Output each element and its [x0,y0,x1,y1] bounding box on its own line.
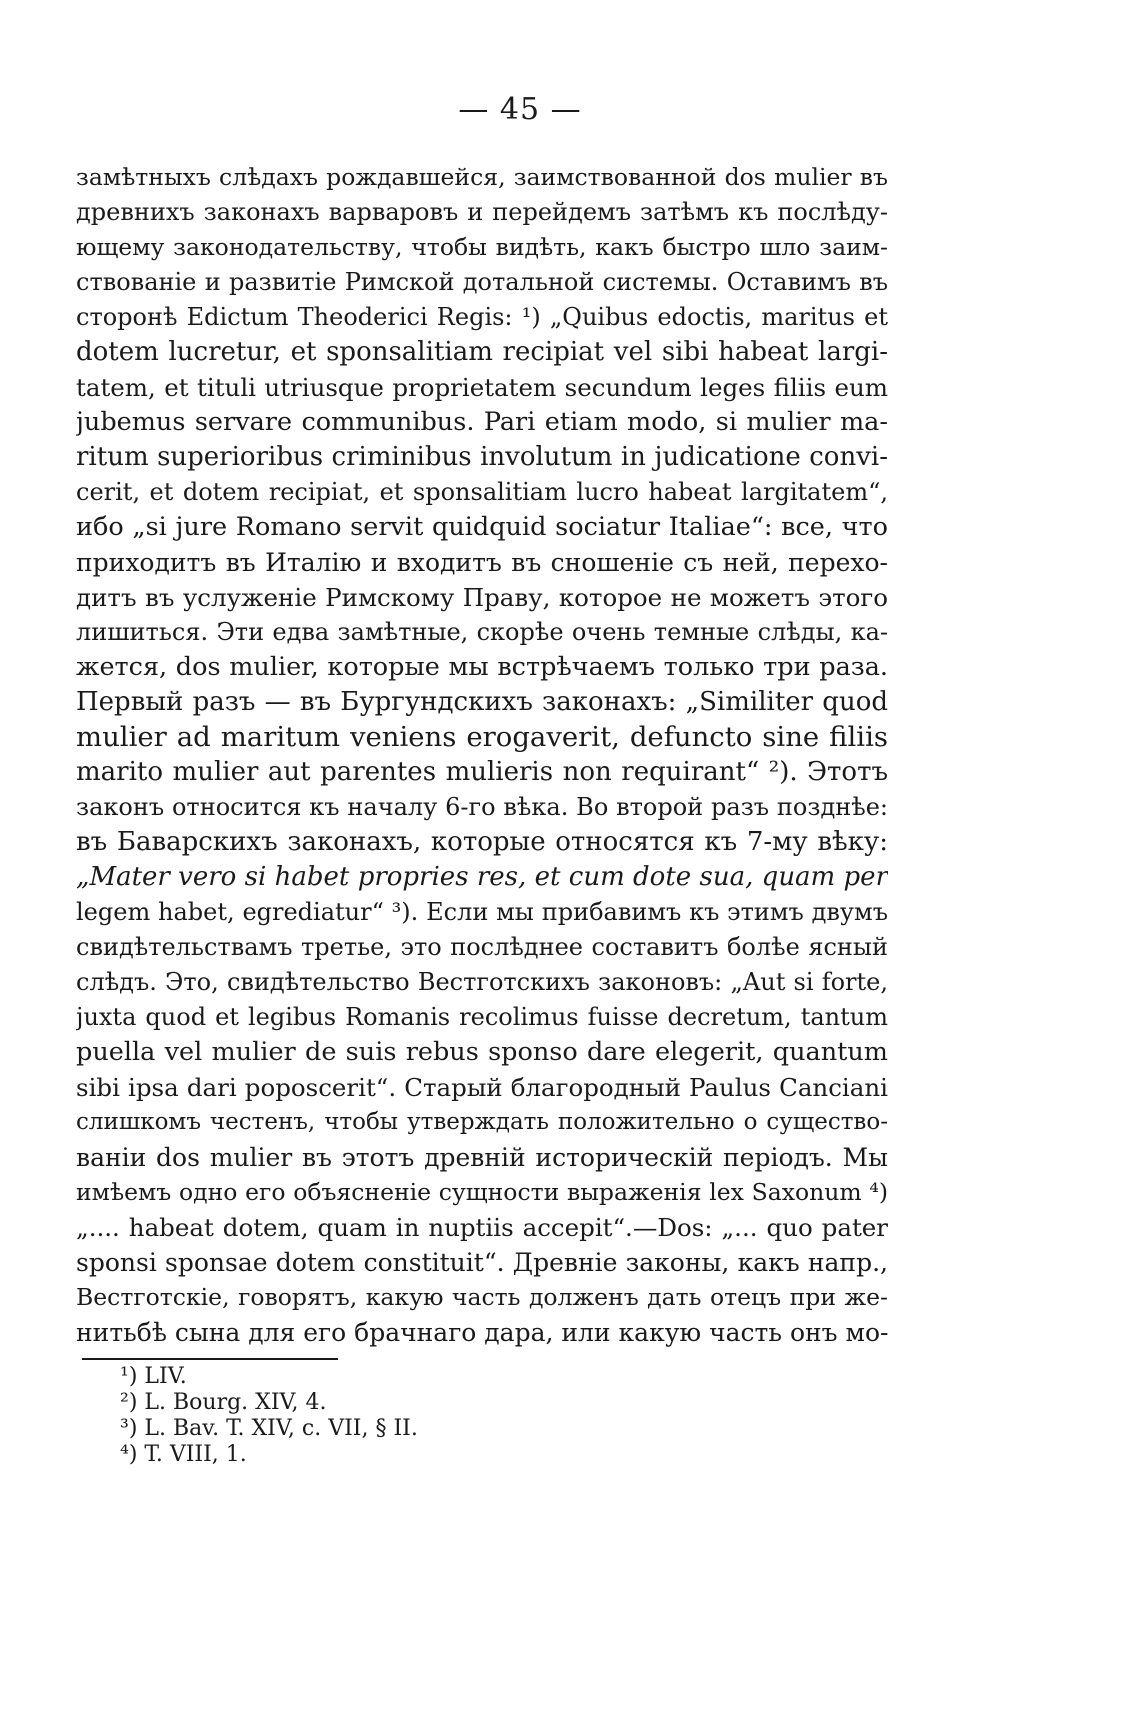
text-line: законъ относится къ началу 6-го вѣка. Во второй разъ позднѣе: [76,793,888,821]
text-line: слѣдъ. Это, свидѣтельство Вестготскихъ законовъ: „Aut si forte, [76,968,888,996]
footnote-divider [82,1358,338,1360]
text-line: ствованіе и развитіе Римской дотальной системы. Оставимъ въ [76,268,888,296]
text-line: свидѣтельствамъ третье, это послѣднее составитъ болѣе ясный [76,933,888,961]
text-line-quotation: marito mulier aut parentes mulieris non requirant“ ²). Этотъ [76,757,888,787]
text-line: слишкомъ честенъ, чтобы утверждать положительно о существо- [76,1109,888,1135]
text-line: дитъ въ услуженіе Римскому Праву, которое не можетъ этого [76,583,888,612]
text-line: древнихъ законахъ варваровъ и перейдемъ затѣмъ къ послѣду- [76,198,888,226]
text-line: ваніи dos mulier въ этотъ древній историческій періодъ. Мы [76,1143,888,1172]
text-line: нитьбѣ сына для его брачнаго дара, или какую часть онъ мо- [76,1318,888,1347]
text-line-quotation: mulier ad maritum veniens erogaverit, defuncto sine filiis [76,721,888,753]
text-line: sibi ipsa dari poposcerit“. Старый благородный Paulus Canciani [76,1073,888,1102]
text-line: cerit, et dotem recipiat, et sponsalitiam lucro habeat largitatem“, [76,478,888,506]
footnotes [120,1364,720,1468]
text-line: замѣтныхъ слѣдахъ рождавшейся, заимствованной dos mulier въ [76,163,888,191]
text-line: ибо „si jure Romano servit quidquid sociatur Italiae“: все, что [76,512,888,542]
text-line: ющему законодательству, чтобы видѣть, какъ быстро шло заим- [76,233,888,261]
footnote-3: ³) L. Bav. T. XIV, c. VII, § II. [120,1416,418,1441]
text-line: „.... habeat dotem, quam in nuptiis accepit“.—Dos: „... quo pater [76,1213,888,1242]
text-line: Первый разъ — въ Бургундскихъ законахъ: „Similiter quod [76,687,888,717]
footnote-4: ⁴) T. VIII, 1. [120,1442,247,1467]
text-line: juxta quod et legibus Romanis recolimus fuisse decretum, tantum [76,1003,888,1031]
text-line: въ Баварскихъ законахъ, которые относятся къ 7-му вѣку: [76,827,888,857]
text-line: tatem, et tituli utriusque proprietatem secundum leges filiis eum [76,373,888,402]
text-line-italic: „Mater vero si habet propries res, et cum dote sua, quam per [76,862,888,892]
body-text [76,160,888,1350]
text-line: jubemus servare communibus. Pari etiam modo, si mulier ma- [76,407,888,437]
text-line: имѣемъ одно его объясненіе сущности выраженія lex Saxonum ⁴) [76,1178,888,1206]
footnote-1: ¹) LIV. [120,1364,187,1389]
page-number: — 45 — [458,92,582,127]
text-line: лишиться. Эти едва замѣтные, скорѣе очень темные слѣды, ка- [76,618,888,646]
text-line: dotem lucretur, et sponsalitiam recipiat vel sibi habeat largi- [76,337,888,367]
text-line: Вестготскіе, говорятъ, какую часть долженъ дать отецъ при же- [76,1283,888,1311]
text-line: ritum superioribus criminibus involutum in judicatione convi- [76,442,888,472]
text-line: жется, dos mulier, которые мы встрѣчаемъ только три раза. [76,652,888,682]
text-line: sponsi sponsae dotem constituit“. Древніе законы, какъ напр., [76,1248,888,1277]
text-line: приходитъ въ Италію и входитъ въ сношеніе съ ней, перехо- [76,548,888,577]
text-line: сторонѣ Edictum Theoderici Regis: ¹) „Quibus edoctis, maritus et [76,303,888,331]
text-line: legem habet, egrediatur“ ³). Если мы прибавимъ къ этимъ двумъ [76,898,888,926]
footnote-2: ²) L. Bourg. XIV, 4. [120,1390,327,1415]
text-line: puella vel mulier de suis rebus sponso dare elegerit, quantum [76,1037,888,1067]
